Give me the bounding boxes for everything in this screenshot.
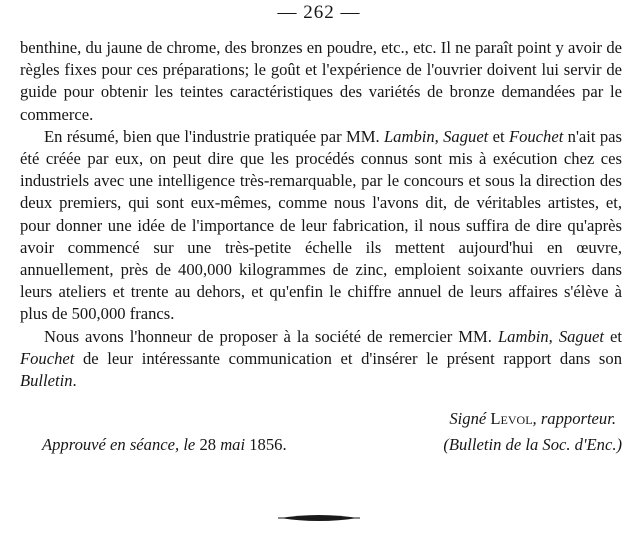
signature-name: Levol: [490, 409, 533, 428]
italic-name: Bulletin: [20, 371, 73, 391]
page-number: — 262 —: [277, 2, 361, 23]
text-run: En résumé, bien que l'industrie pratiquée par MM.: [44, 126, 384, 146]
italic-name: Fouchet: [20, 348, 75, 368]
paragraph-proposal: [20, 326, 622, 393]
italic-name: Fouchet: [508, 126, 564, 146]
italic-name: Lambin, Saguet: [497, 326, 604, 346]
signature-role: , rapporteur.: [532, 409, 616, 428]
approval-footer: [42, 435, 622, 455]
signature-signed: Signé: [449, 409, 487, 428]
source-citation: (Bulletin de la Soc. d'Enc.): [443, 435, 622, 454]
paragraph-summary: [20, 126, 622, 326]
italic-name: Lambin, Saguet: [383, 126, 489, 146]
approval-line: Approuvé en séance, le 28 mai 1856.: [42, 435, 287, 454]
text-run: et: [488, 126, 509, 146]
text-run: de leur intéressante communication et d'insérer le présent rapport dans son: [74, 348, 622, 368]
body-text: [20, 37, 622, 392]
signature-line: [449, 409, 616, 429]
text-run: Nous avons l'honneur de proposer à la société de remercier MM.: [44, 326, 498, 346]
text-run: benthine, du jaune de chrome, des bronzes en poudre, etc., etc. Il ne paraît point y avoir de règles fixes pour ces préparations; le goût et l'expérience de l'ouvrier doivent lui servir de guide pour obtenir les teintes caractéristiques des variétés de bronze demandées par le commerce.: [20, 38, 622, 124]
paragraph-continuation: [20, 37, 622, 126]
text-run: et: [604, 326, 622, 346]
text-run: n'ait pas été créée par eux, on peut dire que les procédés connus sont mis à exécution chez ces industriels avec une intelligence très-remarquable, par le concours et sous la direction des deux premiers, qui sont eux-mêmes, comme nous l'avons dit, de véritables artistes, et, pour donner une idée de l'importance de leur fabrication, il nous suffira de dire qu'après avoir commencé sur une très-petite échelle ils mettent aujourd'hui en œuvre, annuellement, près de 400,000 kilogrammes de zinc, emploient soixante ouvriers dans leurs ateliers et trente au dehors, et qu'enfin le chiffre annuel de leurs affaires s'élève à plus de 500,000 francs.: [20, 126, 622, 324]
text-run: .: [72, 371, 77, 391]
ornament-divider-icon: [278, 511, 360, 525]
